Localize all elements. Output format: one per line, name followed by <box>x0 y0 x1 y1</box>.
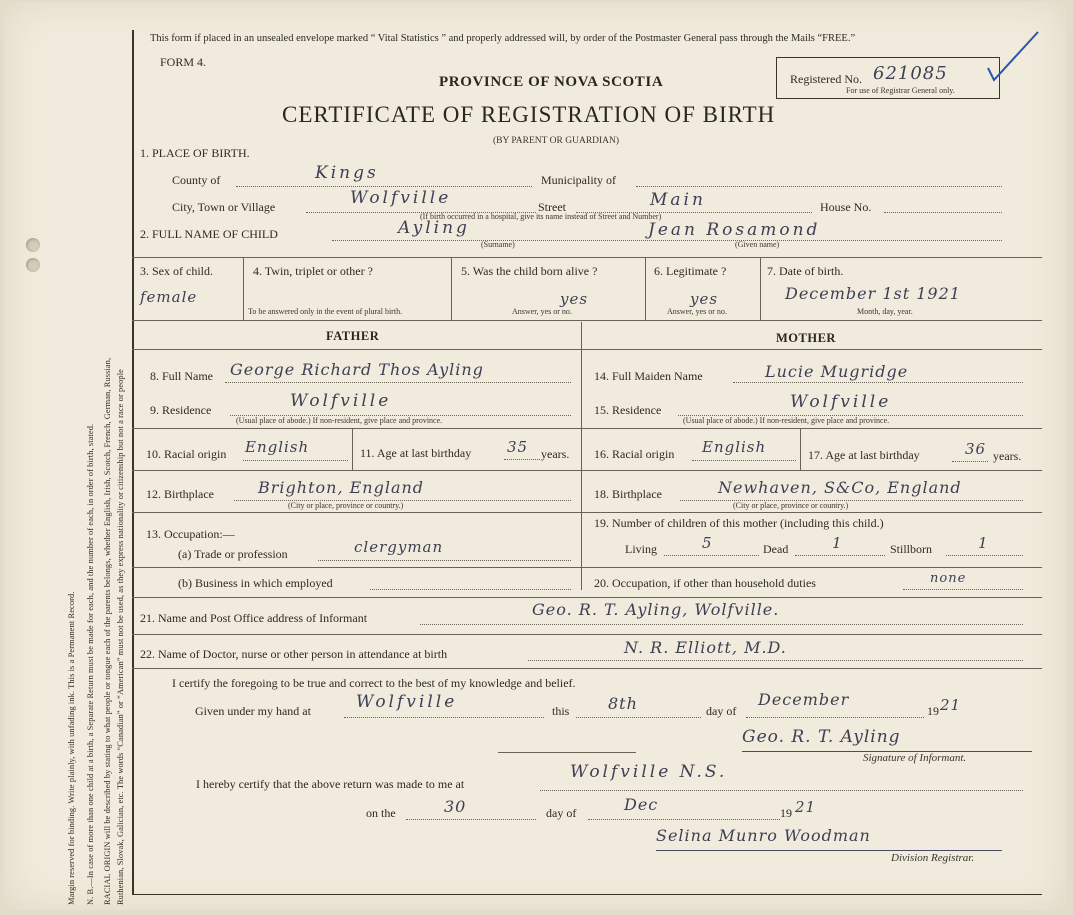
mother-age-unit: years. <box>993 449 1022 463</box>
street-value: Main <box>650 190 706 210</box>
certificate-title: CERTIFICATE OF REGISTRATION OF BIRTH <box>282 102 776 127</box>
father-birthplace-note: (City or place, province or country.) <box>288 501 404 510</box>
stillborn-line <box>946 555 1023 556</box>
house-label: House No. <box>820 200 872 214</box>
province-title: PROVINCE OF NOVA SCOTIA <box>439 74 664 90</box>
father-occupation-label: 13. Occupation:— <box>146 527 235 541</box>
sex-label: 3. Sex of child. <box>140 264 213 278</box>
registrar-day-line <box>406 819 536 820</box>
mother-racial-label: 16. Racial origin <box>594 447 675 461</box>
given-label: Given under my hand at <box>195 704 311 718</box>
mother-residence-label: 15. Residence <box>594 403 662 417</box>
mother-racial-value: English <box>702 438 767 456</box>
child-given-value: Jean Rosamond <box>648 220 821 240</box>
registrar-year-value: 21 <box>795 798 817 816</box>
this-label: this <box>552 704 570 718</box>
father-racial-divider <box>352 428 353 470</box>
stillborn-label: Stillborn <box>890 542 933 556</box>
mother-row-sep-3 <box>581 512 1042 513</box>
father-row-sep-2 <box>132 470 581 471</box>
postal-notice: This form if placed in an unsealed envelope marked “ Vital Statistics ” and properly addressed will, by order of the Postmaster General pass through the Mails “FREE.” <box>150 33 856 44</box>
certify-statement: I certify the foregoing to be true and correct to the best of my knowledge and belief. <box>172 676 576 690</box>
side-note-1: Margin reserved for binding. Write plainly, with unfading ink. This is a Permanent Record. <box>67 591 76 905</box>
county-line <box>236 186 532 187</box>
binding-hole-bottom <box>26 258 40 272</box>
on-the-label: on the <box>366 806 396 820</box>
street-label: Street <box>538 200 566 214</box>
house-line <box>884 212 1002 213</box>
registrar-day-value: 30 <box>444 797 467 816</box>
father-residence-label: 9. Residence <box>150 403 212 417</box>
stillborn-value: 1 <box>978 534 989 552</box>
trade-label: (a) Trade or profession <box>178 547 288 561</box>
certificate-subtitle: (BY PARENT OR GUARDIAN) <box>493 136 620 146</box>
father-racial-label: 10. Racial origin <box>146 447 227 461</box>
trade-value: clergyman <box>354 538 444 556</box>
parents-bottom-line <box>132 597 1042 598</box>
twin-note: To be answered only in the event of plural birth. <box>248 307 403 316</box>
mother-occupation-label: 20. Occupation, if other than household duties <box>594 576 816 590</box>
father-residence-note: (Usual place of abode.) If non-resident, give place and province. <box>236 416 443 425</box>
registrar-month-value: Dec <box>624 795 659 814</box>
hospital-note: (If birth occurred in a hospital, give its name instead of Street and Number) <box>420 212 662 221</box>
living-label: Living <box>625 542 657 556</box>
father-row-sep-3 <box>132 512 581 513</box>
side-note-3: RACIAL ORIGIN will be described by stating to what people or tongue each of the parents belongs, whether English, Irish, Scotch, French, German, Russian, <box>103 357 112 905</box>
father-racial-value: English <box>245 438 310 456</box>
side-note-2: N. B.—In case of more than one child at a birth, a Separate Return must be made for each, and the number of each, in order of birth, stated. <box>86 423 95 905</box>
alive-note: Answer, yes or no. <box>512 307 572 316</box>
mother-row-sep-1 <box>581 428 1042 429</box>
mother-row-sep-4 <box>581 567 1042 568</box>
registrar-statement: I hereby certify that the above return was made to me at <box>196 777 465 791</box>
doctor-value: N. R. Elliott, M.D. <box>624 638 787 657</box>
father-name-line <box>225 382 571 383</box>
registrar-signature-line <box>656 850 1002 851</box>
informant-sep <box>132 634 1042 635</box>
doctor-line <box>528 660 1023 661</box>
facts-top-line <box>132 257 1042 258</box>
binding-hole-top <box>26 238 40 252</box>
mother-occupation-line <box>903 589 1023 590</box>
registered-note: For use of Registrar General only. <box>846 86 955 95</box>
legitimate-value: yes <box>690 290 719 308</box>
mother-racial-line <box>692 460 796 461</box>
given-year-value: 21 <box>940 696 962 714</box>
registered-number: 621085 <box>873 63 948 84</box>
child-name-line <box>332 240 1002 241</box>
mother-birthplace-label: 18. Birthplace <box>594 487 662 501</box>
informant-label: 21. Name and Post Office address of Informant <box>140 611 368 625</box>
legitimate-label: 6. Legitimate ? <box>654 264 727 278</box>
registrar-place-value: Wolfville N.S. <box>570 762 728 782</box>
dead-value: 1 <box>832 534 843 552</box>
mother-birthplace-note: (City or place, province or country.) <box>733 501 849 510</box>
father-row-sep-1 <box>132 428 581 429</box>
mother-residence-note: (Usual place of abode.) If non-resident, give place and province. <box>683 416 890 425</box>
mother-name-line <box>733 382 1023 383</box>
mother-name-value: Lucie Mugridge <box>765 362 909 381</box>
mother-birthplace-line <box>680 500 1023 501</box>
mother-residence-value: Wolfville <box>790 392 892 412</box>
twin-label: 4. Twin, triplet or other ? <box>253 264 373 278</box>
facts-divider-2 <box>451 257 452 320</box>
date-note: Month, day, year. <box>857 307 913 316</box>
municipality-line <box>636 186 1002 187</box>
child-surname-value: Ayling <box>398 218 470 238</box>
mother-row-sep-2 <box>581 470 1042 471</box>
municipality-label: Municipality of <box>541 173 616 187</box>
facts-bottom-line <box>132 320 1042 321</box>
date-value: December 1st 1921 <box>785 284 961 303</box>
informant-line <box>420 624 1023 625</box>
facts-divider-3 <box>645 257 646 320</box>
father-age-unit: years. <box>541 447 570 461</box>
legitimate-note: Answer, yes or no. <box>667 307 727 316</box>
business-label: (b) Business in which employed <box>178 576 333 590</box>
signature-of-informant-label: Signature of Informant. <box>863 752 967 764</box>
father-age-label: 11. Age at last birthday <box>360 446 472 460</box>
doctor-label: 22. Name of Doctor, nurse or other person in attendance at birth <box>140 647 448 661</box>
surname-note: (Surname) <box>481 240 515 249</box>
left-frame-line <box>132 30 134 895</box>
registrar-month-line <box>588 819 780 820</box>
checkmark-icon <box>982 28 1042 88</box>
mother-occupation-value: none <box>930 571 967 586</box>
dead-line <box>795 555 885 556</box>
informant-value: Geo. R. T. Ayling, Wolfville. <box>532 600 780 619</box>
parents-heading-line <box>132 349 1042 350</box>
living-line <box>664 555 759 556</box>
form-number: FORM 4. <box>160 55 207 69</box>
bottom-frame-line <box>132 894 1042 895</box>
sex-value: female <box>140 288 198 306</box>
father-row-sep-4 <box>132 567 581 568</box>
city-value: Wolfville <box>350 188 452 208</box>
children-count-label: 19. Number of children of this mother (including this child.) <box>594 516 884 530</box>
given-year-prefix: 19 <box>927 704 939 718</box>
father-birthplace-label: 12. Birthplace <box>146 487 214 501</box>
facts-divider-1 <box>243 257 244 320</box>
registrar-year-prefix: 19 <box>780 806 792 820</box>
father-heading: FATHER <box>326 329 380 343</box>
mother-age-label: 17. Age at last birthday <box>808 448 920 462</box>
father-age-value: 35 <box>507 438 529 456</box>
city-label: City, Town or Village <box>172 200 276 214</box>
father-racial-line <box>243 460 348 461</box>
father-name-label: 8. Full Name <box>150 369 213 383</box>
given-day-of-label: day of <box>706 704 737 718</box>
parents-divider <box>581 322 582 590</box>
given-place-value: Wolfville <box>356 692 458 712</box>
mother-age-line <box>952 461 988 462</box>
given-place-line <box>344 717 544 718</box>
mother-racial-divider <box>800 428 801 470</box>
place-heading: 1. PLACE OF BIRTH. <box>140 146 250 160</box>
county-label: County of <box>172 173 221 187</box>
given-month-value: December <box>758 690 850 709</box>
child-name-label: 2. FULL NAME OF CHILD <box>140 227 278 241</box>
mother-name-label: 14. Full Maiden Name <box>594 369 703 383</box>
mother-age-value: 36 <box>965 440 987 458</box>
alive-value: yes <box>560 290 589 308</box>
registrar-day-of-label: day of <box>546 806 577 820</box>
mother-heading: MOTHER <box>776 331 836 345</box>
county-value: Kings <box>315 163 379 183</box>
blank-signature-line <box>498 752 636 753</box>
registered-label: Registered No. <box>790 72 862 86</box>
mother-birthplace-value: Newhaven, S&Co, England <box>718 478 962 497</box>
registrar-signature: Selina Munro Woodman <box>656 826 871 845</box>
father-residence-value: Wolfville <box>290 391 392 411</box>
date-label: 7. Date of birth. <box>767 264 844 278</box>
alive-label: 5. Was the child born alive ? <box>461 264 598 278</box>
side-note-4: Ruthenian, Slovak, Galician, etc. The words “Canadian” or “American” must not be used, as they express nationality or citizenship but not a race or people <box>116 369 125 905</box>
given-day-line <box>576 717 701 718</box>
registrar-place-line <box>540 790 1023 791</box>
father-age-line <box>504 459 540 460</box>
given-name-note: (Given name) <box>735 240 780 249</box>
trade-line <box>318 560 571 561</box>
dead-label: Dead <box>763 542 789 556</box>
father-name-value: George Richard Thos Ayling <box>230 360 484 379</box>
division-registrar-label: Division Registrar. <box>891 852 975 864</box>
facts-divider-4 <box>760 257 761 320</box>
informant-signature: Geo. R. T. Ayling <box>742 727 901 747</box>
business-line <box>370 589 571 590</box>
father-birthplace-value: Brighton, England <box>258 478 425 497</box>
given-day-value: 8th <box>608 694 638 713</box>
doctor-sep <box>132 668 1042 669</box>
given-month-line <box>746 717 924 718</box>
living-value: 5 <box>702 534 713 552</box>
